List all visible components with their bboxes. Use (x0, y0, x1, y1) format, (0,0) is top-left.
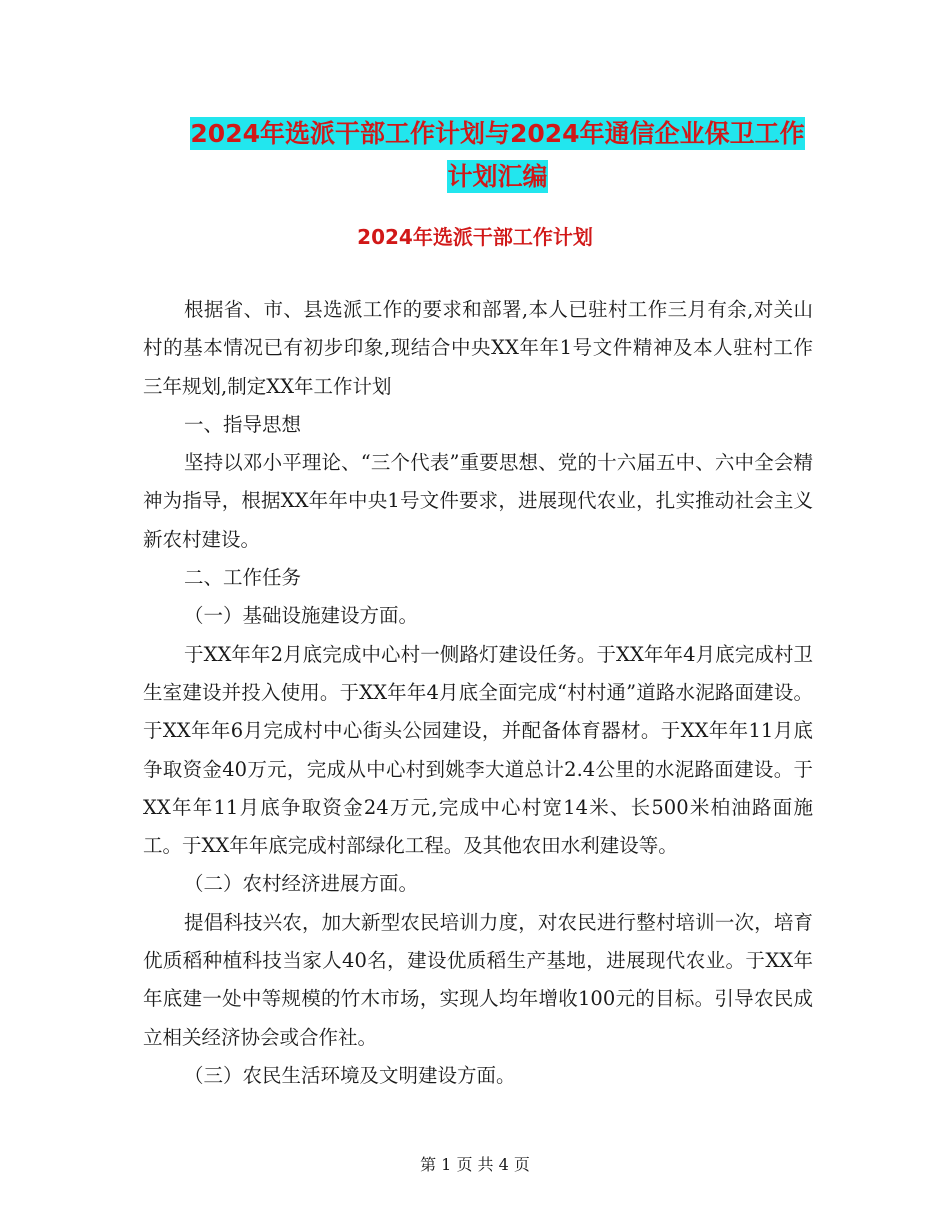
paragraph-intro: 根据省、市、县选派工作的要求和部署,本人已驻村工作三月有余,对关山村的基本情况已有初步印象,现结合中央XX年年1号文件精神及本人驻村工作三年规划,制定XX年工作计划 (143, 298, 813, 398)
paragraph-rural-economy: 提倡科技兴农，加大新型农民培训力度，对农民进行整村培训一次，培育优质稻种植科技当家人40名，建设优质稻生产基地，进展现代农业。于XX年年底建一处中等规模的竹木市场，实现人均年增收100元的目标。引导农民成立相关经济协会或合作社。 (143, 910, 813, 1049)
subheading-rural-economy: （二）农村经济进展方面。 (184, 872, 419, 896)
document-title (185, 112, 810, 198)
section-title: 2024年选派干部工作计划 (357, 225, 593, 249)
title-line-2: 计划汇编 (447, 162, 548, 191)
document-body (143, 291, 813, 1095)
page-footer: 第 1 页 共 4 页 (420, 1155, 530, 1174)
heading-guiding-ideology: 一、指导思想 (184, 412, 302, 436)
heading-work-tasks: 二、工作任务 (184, 566, 302, 590)
subheading-living-environment: （三）农民生活环境及文明建设方面。 (184, 1063, 516, 1087)
paragraph-guiding-ideology: 坚持以邓小平理论、“三个代表”重要思想、党的十六届五中、六中全会精神为指导，根据XX年年中央1号文件要求，进展现代农业，扎实推动社会主义新农村建设。 (143, 451, 813, 551)
paragraph-infrastructure: 于XX年年2月底完成中心村一侧路灯建设任务。于XX年年4月底完成村卫生室建设并投入使用。于XX年年4月底全面完成“村村通”道路水泥路面建设。于XX年年6月完成村中心街头公园建设，并配备体育器材。于XX年年11月底争取资金40万元，完成从中心村到姚李大道总计2.4公里的水泥路面建设。于XX年年11月底争取资金24万元,完成中心村宽14米、长500米柏油路面施工。于XX年年底完成村部绿化工程。及其他农田水利建设等。 (143, 642, 813, 858)
subheading-infrastructure: （一）基础设施建设方面。 (184, 604, 419, 628)
title-line-1: 2024年选派干部工作计划与2024年通信企业保卫工作 (190, 119, 805, 148)
